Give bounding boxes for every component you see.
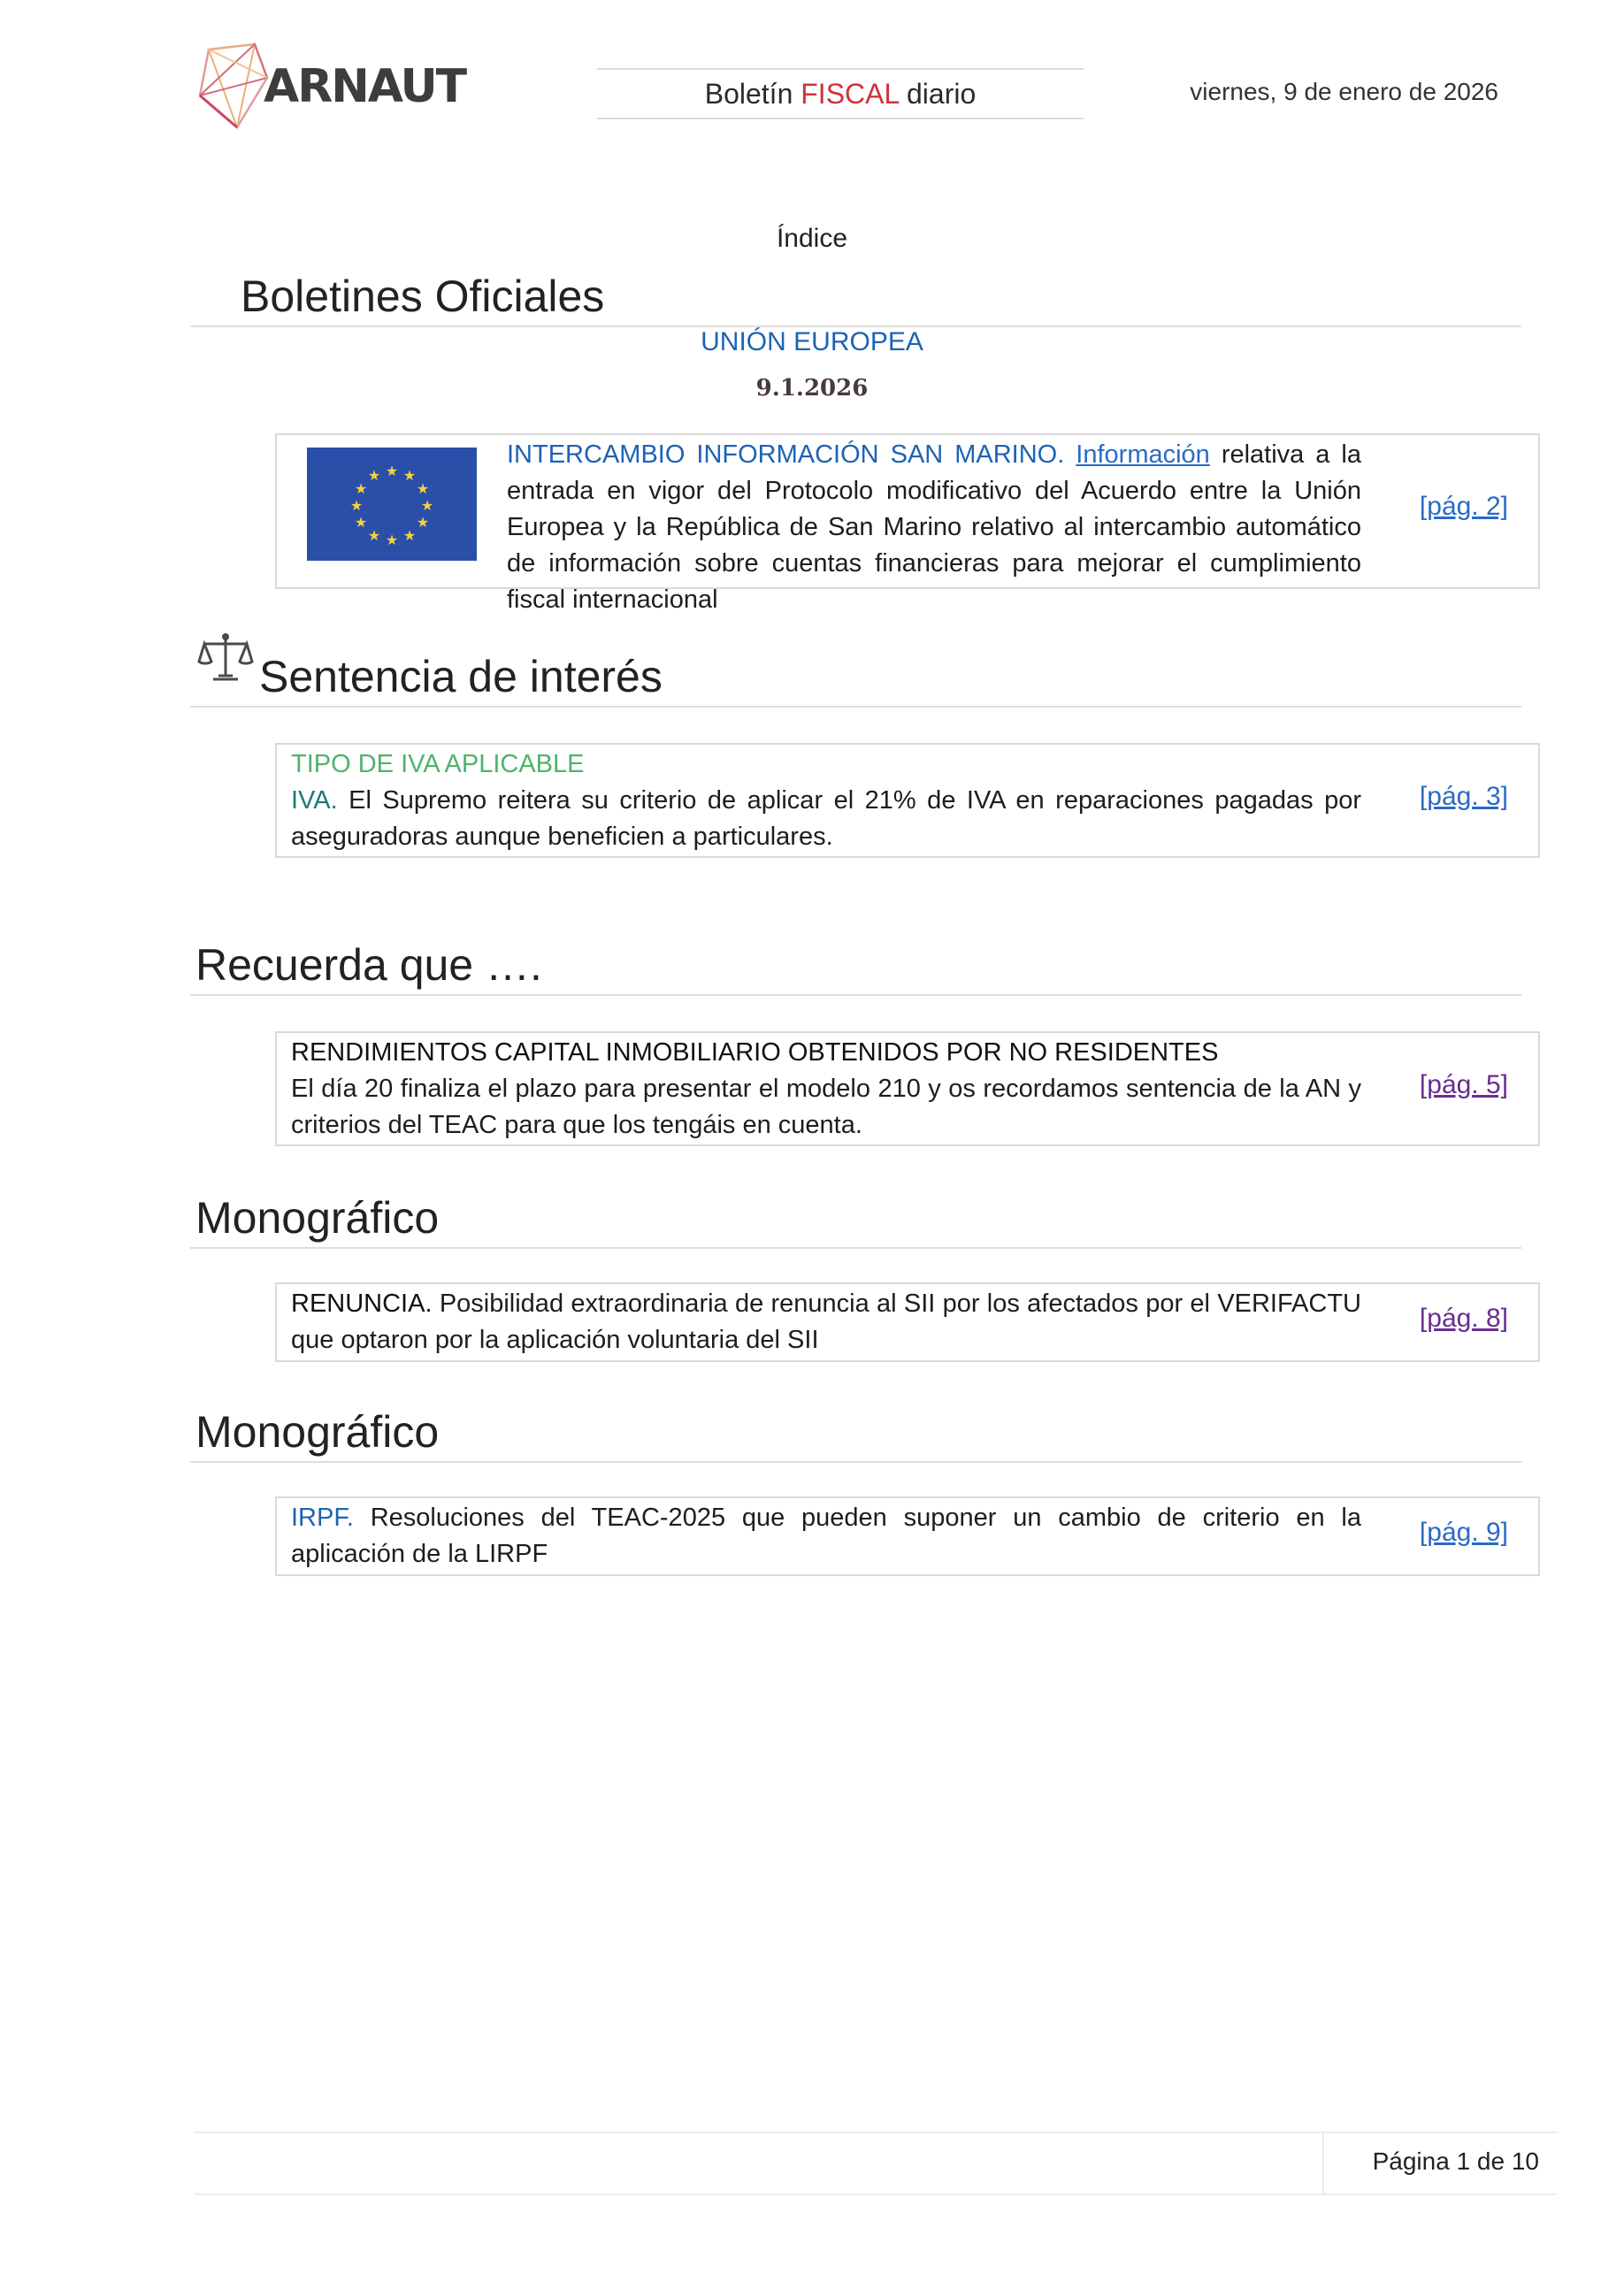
entry-body <box>291 1035 1361 1144</box>
title-suffix: diario <box>899 78 977 110</box>
entry-intercambio-san-marino <box>275 433 1540 614</box>
svg-text:★: ★ <box>402 527 417 544</box>
page-footer <box>195 2131 1557 2195</box>
scales-of-justice-icon <box>197 630 254 686</box>
index-label: Índice <box>776 224 848 253</box>
eu-flag-icon <box>307 448 477 561</box>
arnaut-logo <box>196 42 465 131</box>
entry-body <box>291 746 1361 855</box>
entry-text: El Supremo reitera su criterio de aplicar el 21% de IVA en reparaciones pagadas por aseguradoras aunque beneficien a particulares. <box>291 786 1361 851</box>
entry-category: TIPO DE IVA APLICABLE <box>291 750 585 778</box>
svg-text:★: ★ <box>354 480 368 497</box>
section-boletines-header <box>190 256 1521 327</box>
entry-text: Resoluciones del TEAC-2025 que pueden suponer un cambio de criterio en la aplicación de la LIRPF <box>291 1504 1361 1568</box>
page-number: Página 1 de 10 <box>1372 2147 1539 2175</box>
section-title: Boletines Oficiales <box>241 272 605 321</box>
page-link-5[interactable]: [pág. 5] <box>1419 1070 1508 1099</box>
entry-text: relativa a la entrada en vigor del Protocolo modificativo del Acuerdo entre la Unión Europea y la República de San Marino relativo al intercambio automático de información sobre cuentas financieras para mejorar el cumplimiento fiscal internacional <box>507 440 1361 614</box>
svg-text:★: ★ <box>367 527 381 544</box>
entry-irpf-teac <box>275 1496 1540 1576</box>
entry-body <box>507 437 1361 618</box>
section-recuerda-header <box>190 920 1521 996</box>
logo-text: ARNAUT <box>264 60 466 113</box>
eu-date: 9.1.2026 <box>755 375 869 402</box>
section-title: Monográfico <box>195 1193 440 1243</box>
bulletin-title <box>597 68 1084 119</box>
entry-keyword: RENUNCIA. <box>291 1290 433 1318</box>
svg-text:★: ★ <box>354 514 368 531</box>
entry-rendimientos-capital <box>275 1031 1540 1146</box>
entry-keyword: IVA. <box>291 786 338 815</box>
svg-text:★: ★ <box>416 480 430 497</box>
svg-text:★: ★ <box>385 463 399 479</box>
page-link-2[interactable]: [pág. 2] <box>1419 492 1508 521</box>
section-monografico-2-header <box>190 1387 1521 1463</box>
entry-renuncia-sii <box>275 1282 1540 1362</box>
svg-text:★: ★ <box>349 497 364 514</box>
svg-text:★: ★ <box>402 467 417 484</box>
entry-body <box>291 1500 1361 1573</box>
entry-keyword: IRPF. <box>291 1504 354 1532</box>
page-link-9[interactable]: [pág. 9] <box>1419 1518 1508 1547</box>
header-date: viernes, 9 de enero de 2026 <box>1190 78 1498 105</box>
informacion-link[interactable]: Información <box>1076 440 1210 469</box>
section-title: Monográfico <box>195 1407 440 1457</box>
entry-text: El día 20 finaliza el plazo para presentar el modelo 210 y os recordamos sentencia de la AN y criterios del TEAC para que los tengáis en cuenta. <box>291 1075 1361 1139</box>
page-link-8[interactable]: [pág. 8] <box>1419 1304 1508 1333</box>
svg-text:★: ★ <box>416 514 430 531</box>
svg-text:★: ★ <box>367 467 381 484</box>
entry-heading: RENDIMIENTOS CAPITAL INMOBILIARIO OBTENIDOS POR NO RESIDENTES <box>291 1038 1219 1067</box>
page-link-3[interactable]: [pág. 3] <box>1419 782 1508 811</box>
svg-text:★: ★ <box>385 532 399 548</box>
title-prefix: Boletín <box>704 78 801 110</box>
entry-body <box>291 1286 1361 1358</box>
eu-region-heading: UNIÓN EUROPEA <box>701 327 923 356</box>
entry-keyword: INTERCAMBIO INFORMACIÓN SAN MARINO. <box>507 440 1065 469</box>
arnaut-logo-mark-icon <box>196 42 269 131</box>
entry-text: Posibilidad extraordinaria de renuncia al SII por los afectados por el VERIFACTU que optaron por la aplicación voluntaria del SII <box>291 1290 1361 1354</box>
section-title: Sentencia de interés <box>259 652 663 701</box>
section-title: Recuerda que …. <box>195 940 542 990</box>
entry-tipo-iva <box>275 743 1540 858</box>
svg-text:★: ★ <box>420 497 434 514</box>
section-sentencia-header <box>190 619 1521 708</box>
footer-divider <box>1322 2133 1324 2193</box>
section-monografico-1-header <box>190 1173 1521 1249</box>
title-accent: FISCAL <box>801 78 900 110</box>
